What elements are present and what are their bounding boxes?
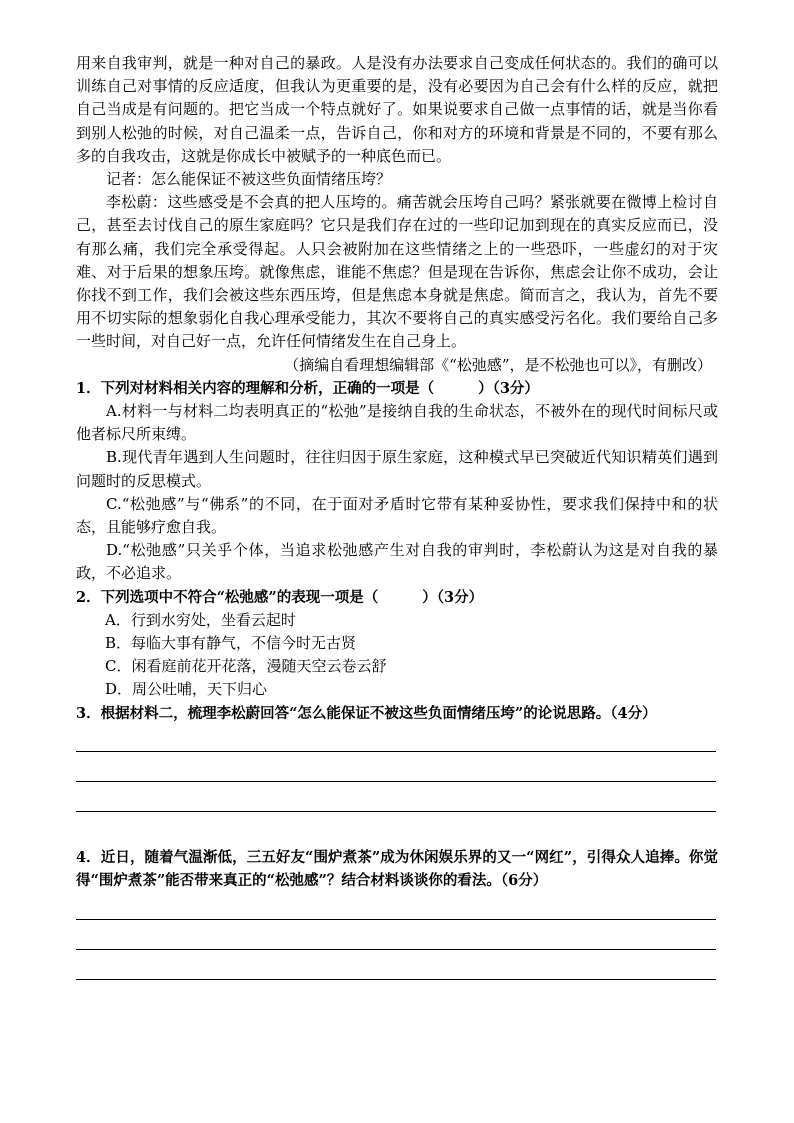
question-3-answer-line-3[interactable] <box>76 811 716 812</box>
question-2-text: 下列选项中不符合“松弛感”的表现一项是（ <box>100 588 379 606</box>
question-2-option-a[interactable]: A．行到水穷处，坐看云起时 <box>105 610 296 629</box>
question-4-answer-line-3[interactable] <box>76 979 716 980</box>
question-2-stem <box>76 586 718 609</box>
question-1-stem <box>76 377 718 400</box>
question-2-option-b[interactable]: B．每临大事有静气，不信今时无古贤 <box>105 634 357 653</box>
question-2-option-c[interactable]: C．闲看庭前花开花落，漫随天空云卷云舒 <box>105 657 387 676</box>
question-3-number: 3． <box>76 704 101 722</box>
question-1-number: 1． <box>76 379 101 397</box>
question-1-option-d[interactable]: D.“松弛感”只关乎个体，当追求松弛感产生对自我的审判时，李松蔚认为这是对自我的暴政，不必追求。 <box>76 541 718 583</box>
question-2-option-d[interactable]: D．周公吐哺，天下归心 <box>105 680 268 699</box>
question-3-answer-line-2[interactable] <box>76 781 716 782</box>
question-4-text: 近日，随着气温渐低，三五好友“围炉煮茶”成为休闲娱乐界的又一“网红”，引得众人追捧。你觉得“围炉煮茶”能否带来真正的“松弛感”？结合材料谈谈你的看法。（6分） <box>76 848 719 890</box>
question-4-number: 4． <box>76 848 101 866</box>
question-1-option-c[interactable]: C.“松弛感”与“佛系”的不同，在于面对矛盾时它带有某种妥协性，要求我们保持中和的状态，且能够疗愈自我。 <box>76 494 718 537</box>
reporter-question: 记者：怎么能保证不被这些负面情绪压垮？ <box>106 170 392 189</box>
exam-page <box>76 52 718 980</box>
question-3-answer-line-1[interactable] <box>76 751 716 752</box>
question-4-answer-line-1[interactable] <box>76 919 716 920</box>
material-source: （摘编自看理想编辑部《“松弛感”，是不松弛也可以》，有删改） <box>284 355 712 374</box>
question-2-number: 2． <box>76 588 101 606</box>
question-1-option-b[interactable]: B.现代青年遇到人生问题时，往往归因于原生家庭，这种模式早已突破近代知识精英们遇到问题时的反思模式。 <box>76 448 718 490</box>
material-paragraph-continued: 用来自我审判，就是一种对自己的暴政。人是没有办法要求自己变成任何状态的。我们的确可以训练自己对事情的反应适度，但我认为更重要的是，没有必要因为自己会有什么样的反应，就把自己当成是有问题的。把它当成一个特点就好了。如果说要求自己做一点事情的话，就是当你看到别人松弛的时候，对自己温柔一点，告诉自己，你和对方的环境和背景是不同的，不要有那么多的自我攻击，这就是你成长中被赋予的一种底色而已。 <box>76 54 718 165</box>
question-4-stem <box>76 846 718 892</box>
question-2-points: ）（3分） <box>422 588 484 606</box>
question-1-text: 下列对材料相关内容的理解和分析，正确的一项是（ <box>100 379 435 397</box>
question-4-answer-line-2[interactable] <box>76 949 716 950</box>
question-1-option-a[interactable]: A.材料一与材料二均表明真正的“松弛”是接纳自我的生命状态，不被外在的现代时间标尺或他者标尺所束缚。 <box>76 402 718 444</box>
question-3-text: 根据材料二，梳理李松蔚回答“怎么能保证不被这些负面情绪压垮”的论说思路。（4分） <box>100 704 657 722</box>
question-3-stem <box>76 702 718 725</box>
interviewee-answer: 李松蔚：这些感受是不会真的把人压垮的。痛苦就会压垮自己吗？紧张就要在微博上检讨自己，甚至去讨伐自己的原生家庭吗？它只是我们存在过的一些印记加到现在的真实反应而已，没有那么痛，我们完全承受得起。人只会被附加在这些情绪之上的一些恐吓，一些虚幻的对于灾难、对于后果的想象压垮。就像焦虑，谁能不焦虑？但是现在告诉你，焦虑会让你不成功，会让你找不到工作，我们会被这些东西压垮，但是焦虑本身就是焦虑。简而言之，我认为，首先不要用不切实际的想象弱化自我心理承受能力，其次不要将自己的真实感受污名化。我们要给自己多一些时间，对自己好一点，允许任何情绪发生在自己身上。 <box>76 193 718 351</box>
question-1-points: ）（3分） <box>478 379 539 397</box>
